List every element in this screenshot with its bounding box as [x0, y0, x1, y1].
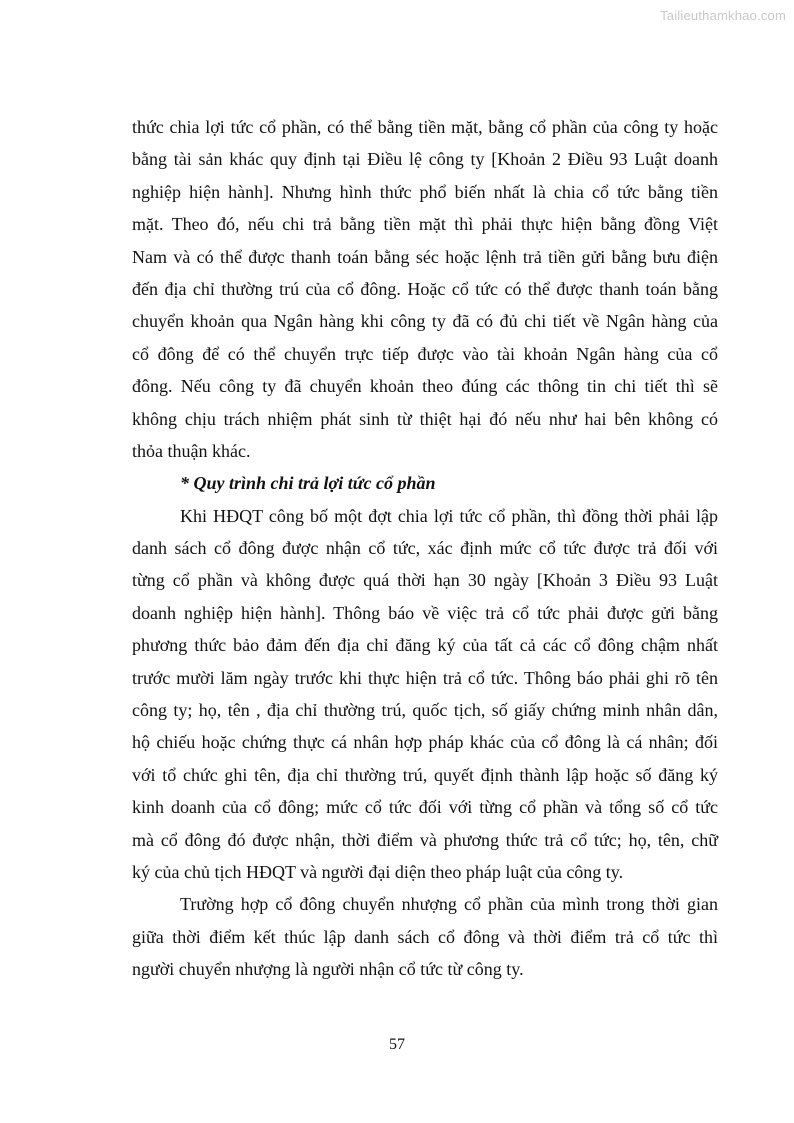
text-line: với tổ chức ghi tên, địa chỉ thường trú, quyết định thành lập hoặc số đăng ký — [132, 764, 718, 785]
text-line: ký của chủ tịch HĐQT và người đại diện theo pháp luật của công ty. — [132, 861, 624, 882]
text-line: người chuyển nhượng là người nhận cổ tức từ công ty. — [132, 959, 524, 980]
text-line: nghiệp hiện hành]. Nhưng hình thức phổ biến nhất là chia cổ tức bằng tiền — [132, 181, 718, 202]
text-line: chuyển khoản qua Ngân hàng khi công ty đã có đủ chi tiết về Ngân hàng của — [132, 311, 718, 332]
page-number: 57 — [389, 1036, 405, 1053]
text-line: mặt. Theo đó, nếu chi trả bằng tiền mặt thì phải thực hiện bằng đồng Việt — [132, 214, 718, 235]
text-line: Khi HĐQT công bố một đợt chia lợi tức cổ phần, thì đồng thời phải lập — [180, 505, 718, 526]
text-line: hộ chiếu hoặc chứng thực cá nhân hợp pháp khác của cổ đông là cá nhân; đối — [132, 732, 718, 753]
text-line: bằng tài sản khác quy định tại Điều lệ công ty [Khoản 2 Điều 93 Luật doanh — [132, 149, 718, 170]
text-line: danh sách cổ đông được nhận cổ tức, xác định mức cổ tức được trả đối với — [132, 538, 718, 559]
text-line: trước mười lăm ngày trước khi thực hiện trả cổ tức. Thông báo phải ghi rõ tên — [132, 667, 718, 688]
text-line: doanh nghiệp hiện hành]. Thông báo về việc trả cổ tức phải được gửi bằng — [132, 602, 718, 623]
text-line: Nam và có thể được thanh toán bằng séc hoặc lệnh trả tiền gửi bằng bưu điện — [132, 246, 718, 267]
text-line: cổ đông để có thể chuyển trực tiếp được vào tài khoản Ngân hàng của cổ — [132, 343, 718, 364]
section-heading: * Quy trình chi trả lợi tức cổ phần — [180, 473, 436, 494]
text-line: giữa thời điểm kết thúc lập danh sách cổ đông và thời điểm trả cổ tức thì — [132, 926, 718, 947]
text-line: đến địa chỉ thường trú của cổ đông. Hoặc cổ tức có thể được thanh toán bằng — [132, 278, 718, 299]
page-body — [132, 111, 718, 986]
watermark: Tailieuthamkhao.com — [660, 8, 786, 23]
text-line: không chịu trách nhiệm phát sinh từ thiệt hại đó nếu như hai bên không có — [132, 408, 718, 429]
text-line: phương thức bảo đảm đến địa chỉ đăng ký của tất cả các cổ đông chậm nhất — [132, 635, 718, 656]
text-line: thỏa thuận khác. — [132, 440, 251, 461]
paragraph-share-transfer-case — [132, 888, 718, 985]
paragraph-payment-procedure — [132, 500, 718, 889]
text-line: mà cổ đông đó được nhận, thời điểm và phương thức trả cổ tức; họ, tên, chữ — [132, 829, 718, 850]
text-line: Trường hợp cổ đông chuyển nhượng cổ phần của mình trong thời gian — [180, 894, 718, 915]
text-line: thức chia lợi tức cổ phần, có thể bằng tiền mặt, bằng cổ phần của công ty hoặc — [132, 117, 718, 137]
text-line: từng cổ phần và không được quá thời hạn 30 ngày [Khoản 3 Điều 93 Luật — [132, 570, 718, 591]
text-line: kinh doanh của cổ đông; mức cổ tức đối với từng cổ phần và tổng số cổ tức — [132, 797, 718, 818]
paragraph-dividend-payment-methods — [132, 111, 718, 467]
text-line: đông. Nếu công ty đã chuyển khoản theo đúng các thông tin chi tiết thì sẽ — [132, 376, 718, 397]
text-line: công ty; họ, tên , địa chỉ thường trú, quốc tịch, số giấy chứng minh nhân dân, — [132, 700, 718, 721]
